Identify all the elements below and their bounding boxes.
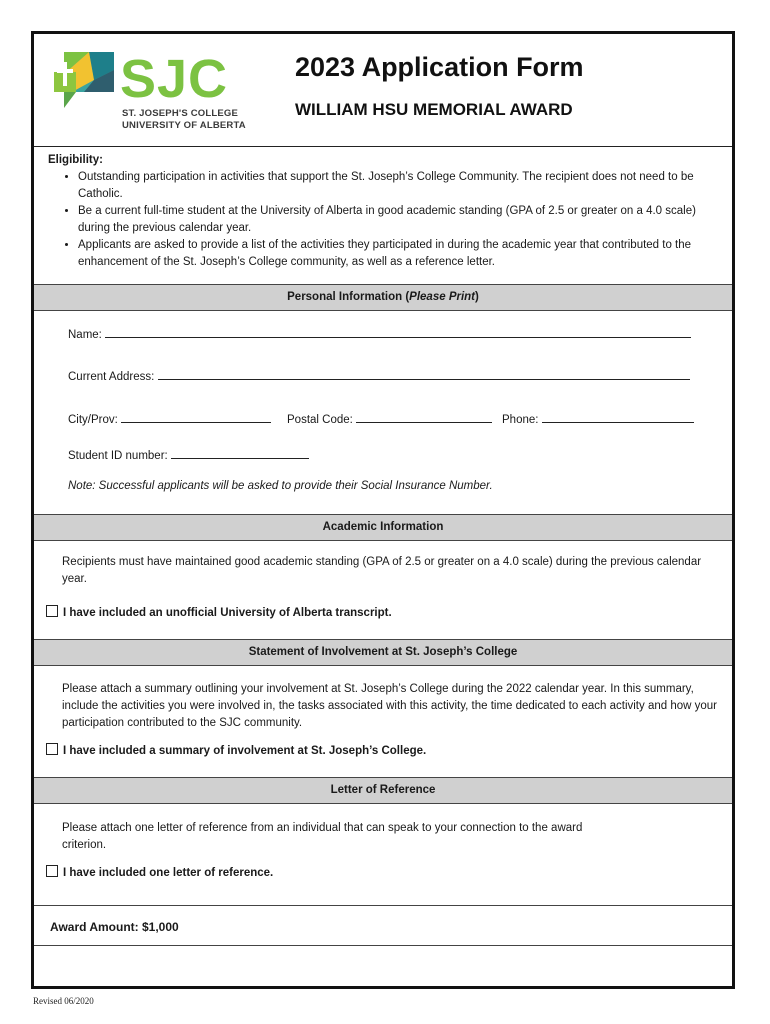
- header-divider: [34, 146, 732, 147]
- involvement-text: Please attach a summary outlining your involvement at St. Joseph’s College during the 2022 calendar year. In this summary, include the activities you were involved in, the tasks associated with this activity, the time dedicated to each activity and how your participation contributed to the SJC community.: [62, 683, 717, 729]
- application-form: [31, 31, 735, 989]
- academic-info-header: Academic Information: [34, 514, 732, 541]
- award-name: WILLIAM HSU MEMORIAL AWARD: [295, 100, 573, 119]
- address-row: [68, 367, 690, 383]
- academic-text: Recipients must have maintained good academic standing (GPA of 2.5 or greater on a 4.0 scale) during the previous calendar year.: [62, 556, 702, 585]
- address-label: Current Address:: [68, 371, 155, 383]
- eligibility-heading: Eligibility:: [48, 154, 103, 166]
- personal-info-header: Personal Information (Please Print): [34, 284, 732, 311]
- reference-checkbox-label: I have included one letter of reference.: [63, 867, 274, 879]
- form-title: 2023 Application Form: [295, 52, 584, 82]
- eligibility-item: • Be a current full-time student at the University of Alberta in good academic standing (GPA of 2.5 or greater on a 4.0 scale) during the previous calendar year.: [78, 203, 728, 237]
- reference-checkbox[interactable]: [46, 865, 58, 877]
- city-row: [68, 410, 271, 426]
- student-id-field[interactable]: [171, 446, 309, 459]
- name-field[interactable]: [105, 325, 691, 338]
- student-id-label: Student ID number:: [68, 450, 168, 462]
- city-field[interactable]: [121, 410, 271, 423]
- logo-wordmark: SJC: [120, 49, 229, 109]
- involvement-checkbox-row: [46, 743, 426, 757]
- revision-date: Revised 06/2020: [33, 996, 94, 1006]
- address-field[interactable]: [158, 367, 690, 380]
- award-divider-bottom: [34, 945, 732, 946]
- logo-university-name: UNIVERSITY OF ALBERTA: [122, 120, 246, 131]
- sjc-logo-mark-icon: [54, 52, 114, 114]
- postal-row: [287, 410, 492, 426]
- reference-text: Please attach one letter of reference from an individual that can speak to your connection to the award criterion.: [62, 822, 583, 851]
- phone-row: [502, 410, 694, 426]
- sin-note: Note: Successful applicants will be asked to provide their Social Insurance Number.: [68, 480, 493, 492]
- logo-college-name: ST. JOSEPH'S COLLEGE: [122, 108, 239, 119]
- eligibility-item: • Applicants are asked to provide a list of the activities they participated in during the academic year that contributed to the enhancement of the St. Joseph’s College community, as well as a reference letter.: [78, 237, 728, 271]
- involvement-checkbox[interactable]: [46, 743, 58, 755]
- phone-label: Phone:: [502, 414, 539, 426]
- reference-checkbox-row: [46, 865, 273, 879]
- award-divider-top: [34, 905, 732, 906]
- postal-field[interactable]: [356, 410, 492, 423]
- reference-header: Letter of Reference: [34, 777, 732, 804]
- award-amount: Award Amount: $1,000: [50, 920, 179, 934]
- transcript-checkbox-row: [46, 605, 392, 619]
- name-label: Name:: [68, 329, 102, 341]
- student-id-row: [68, 446, 309, 462]
- involvement-header: Statement of Involvement at St. Joseph’s College: [34, 639, 732, 666]
- eligibility-item: • Outstanding participation in activities that support the St. Joseph’s College Community. The recipient does not need to be Catholic.: [78, 169, 728, 203]
- transcript-checkbox-label: I have included an unofficial University of Alberta transcript.: [63, 607, 392, 619]
- phone-field[interactable]: [542, 410, 694, 423]
- eligibility-section: [48, 152, 728, 271]
- city-label: City/Prov:: [68, 414, 118, 426]
- transcript-checkbox[interactable]: [46, 605, 58, 617]
- involvement-checkbox-label: I have included a summary of involvement at St. Joseph’s College.: [63, 745, 427, 757]
- postal-label: Postal Code:: [287, 414, 353, 426]
- sjc-logo: [54, 49, 246, 131]
- name-row: [68, 325, 691, 341]
